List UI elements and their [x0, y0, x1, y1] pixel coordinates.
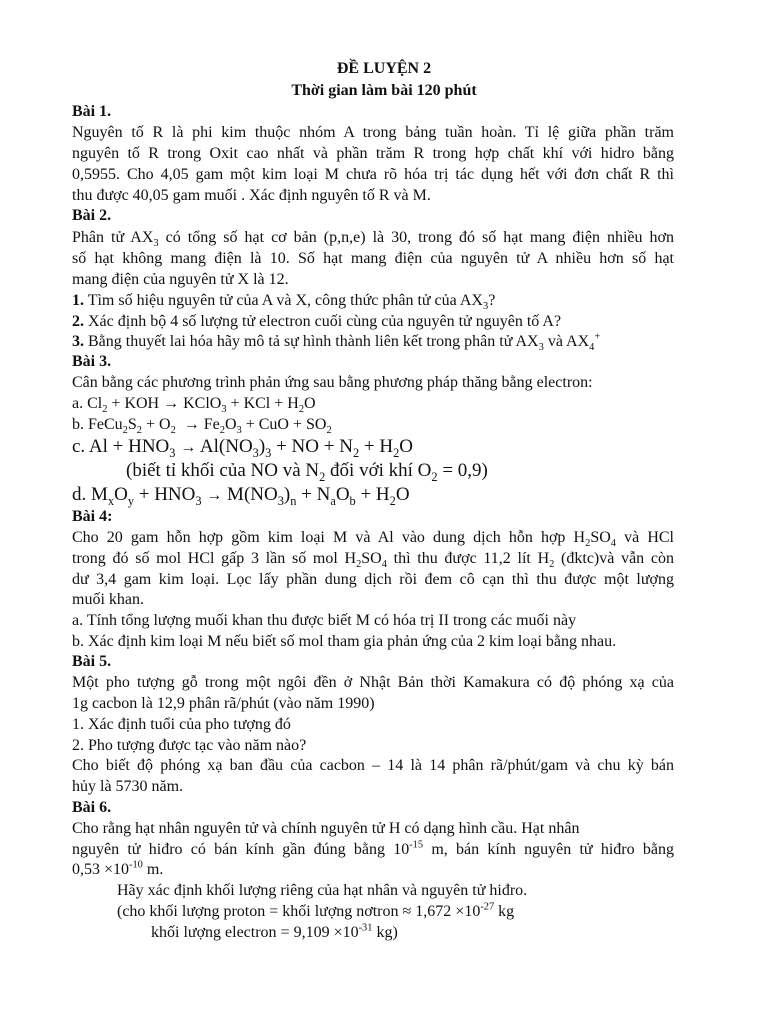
problem-5-question-1: 1. Xác định tuổi của pho tượng đó	[72, 716, 291, 733]
equation-c: c. $Al + HNO_3 \to Al(NO_3)_3$ + NO + $N_2 + H_2O$	[72, 436, 413, 460]
problem-5-line: 1g cacbon là 12,9 phân rã/phút (vào năm 1990)	[72, 695, 375, 712]
equation-b: b. $FeCu_2S_2 + O_2 \to Fe_2O_3$ + CuO + $SO_2$	[72, 416, 332, 437]
problem-2-line: Phân tử $AX_3$ có tổng số hạt cơ bản (p,n,e) là 30, trong đó số hạt mang điện nhiều hơn	[72, 229, 675, 250]
equation-a: a. $Cl_2$ + KOH → KClO$_3$ + KCl + $H_2O$	[72, 395, 316, 416]
problem-6-line: (cho khối lượng proton = khối lượng nơtron ≈ $1,672 \times 10^{-27}$ kg	[117, 901, 515, 920]
problem-6-line: $0,53 \times 10^{-10}$ m.	[72, 859, 164, 878]
exam-title: ĐỀ LUYỆN 2	[336, 60, 432, 77]
problem-4-line: trong đó số mol HCl gấp 3 lần số mol $H_2SO_4$ thì thu được 11,2 lít $H_2$ (đktc)và vẫn còn	[72, 550, 674, 571]
problem-4-heading: Bài 4:	[72, 508, 113, 525]
problem-5-line: hủy là 5730 năm.	[72, 778, 184, 795]
equation-c-note: (biết tỉ khối của NO và $N_2$ đối với khí $O_2 = 0,9$)	[126, 460, 488, 484]
problem-6-heading: Bài 6.	[72, 799, 112, 816]
problem-1-line: thu được 40,05 gam muối . Xác định nguyên tố R và M.	[72, 187, 431, 204]
problem-3-heading: Bài 3.	[72, 353, 112, 370]
exam-subtitle: Thời gian làm bài 120 phút	[291, 82, 477, 99]
problem-2-question-1: 1. Tìm số hiệu nguyên tử của A và X, công thức phân tử của $AX_3$?	[72, 292, 496, 313]
problem-1-heading: Bài 1.	[72, 103, 112, 120]
problem-5-question-2: 2. Pho tượng được tạc vào năm nào?	[72, 737, 307, 754]
problem-4-line: muối khan.	[72, 591, 144, 608]
problem-5-heading: Bài 5.	[72, 653, 112, 670]
problem-1-line: Nguyên tố R là phi kim thuộc nhóm A trong bảng tuần hoàn. Tỉ lệ giữa phần trăm	[72, 124, 674, 141]
problem-2-heading: Bài 2.	[72, 207, 112, 224]
problem-4-line: dư 3,4 gam kim loại. Lọc lấy phần dung dịch rồi đem cô cạn thì thu được một lượng	[72, 571, 674, 588]
problem-2-question-2: 2. Xác định bộ 4 số lượng tử electron cuối cùng của nguyên tử nguyên tố A?	[72, 313, 562, 330]
problem-4-line: Cho 20 gam hỗn hợp gồm kim loại M và Al vào dung dịch hỗn hợp $H_2SO_4$ và HCl	[72, 529, 674, 550]
problem-5-line: Cho biết độ phóng xạ ban đầu của cacbon – 14 là 14 phân rã/phút/gam và chu kỳ bán	[72, 757, 674, 774]
arrow-icon: →	[180, 439, 197, 456]
problem-6-line: khối lượng electron = $9,109 \times 10^{-31}$ kg)	[151, 922, 398, 941]
problem-2-line: số hạt không mang điện là 10. Số hạt mang điện của nguyên tử A nhiều hơn số hạt	[72, 250, 674, 267]
problem-2-question-3: 3. Bằng thuyết lai hóa hãy mô tả sự hình thành liên kết trong phân tử $AX_3$ và $AX_4^+$	[72, 331, 601, 354]
arrow-icon: →	[206, 487, 223, 504]
problem-1-line: 0,5955. Cho 4,05 gam một kim loại M chưa rõ hóa trị tác dụng hết với đơn chất R thì	[72, 166, 674, 183]
arrow-icon: →	[163, 395, 180, 412]
problem-6-line: nguyên tử hiđro có bán kính gần đúng bằng $10^{-15}$ m, bán kính nguyên tử hiđro bằng	[72, 839, 675, 858]
problem-3-intro: Cân bằng các phương trình phản ứng sau bằng phương pháp thăng bằng electron:	[72, 374, 593, 391]
arrow-icon: →	[183, 416, 200, 433]
equation-d: d. $M_xO_y + HNO_3 \to M(NO_3)_n + N_aO_b + H_2O$	[72, 484, 410, 508]
problem-4-question-a: a. Tính tổng lượng muối khan thu được biết M có hóa trị II trong các muối này	[72, 612, 577, 629]
problem-6-line: Cho rằng hạt nhân nguyên tử và chính nguyên tử H có dạng hình cầu. Hạt nhân	[72, 820, 580, 837]
problem-1-line: nguyên tố R trong Oxit cao nhất và phần trăm R trong hợp chất khí với hidro bằng	[72, 145, 674, 162]
problem-2-line: mang điện của nguyên tử X là 12.	[72, 271, 289, 288]
problem-4-question-b: b. Xác định kim loại M nếu biết số mol tham gia phản ứng của 2 kim loại bằng nhau.	[72, 633, 617, 650]
problem-6-line: Hãy xác định khối lượng riêng của hạt nhân và nguyên tử hiđro.	[117, 882, 528, 899]
problem-5-line: Một pho tượng gỗ trong một ngôi đền ở Nhật Bản thời Kamakura có độ phóng xạ của	[72, 674, 674, 691]
